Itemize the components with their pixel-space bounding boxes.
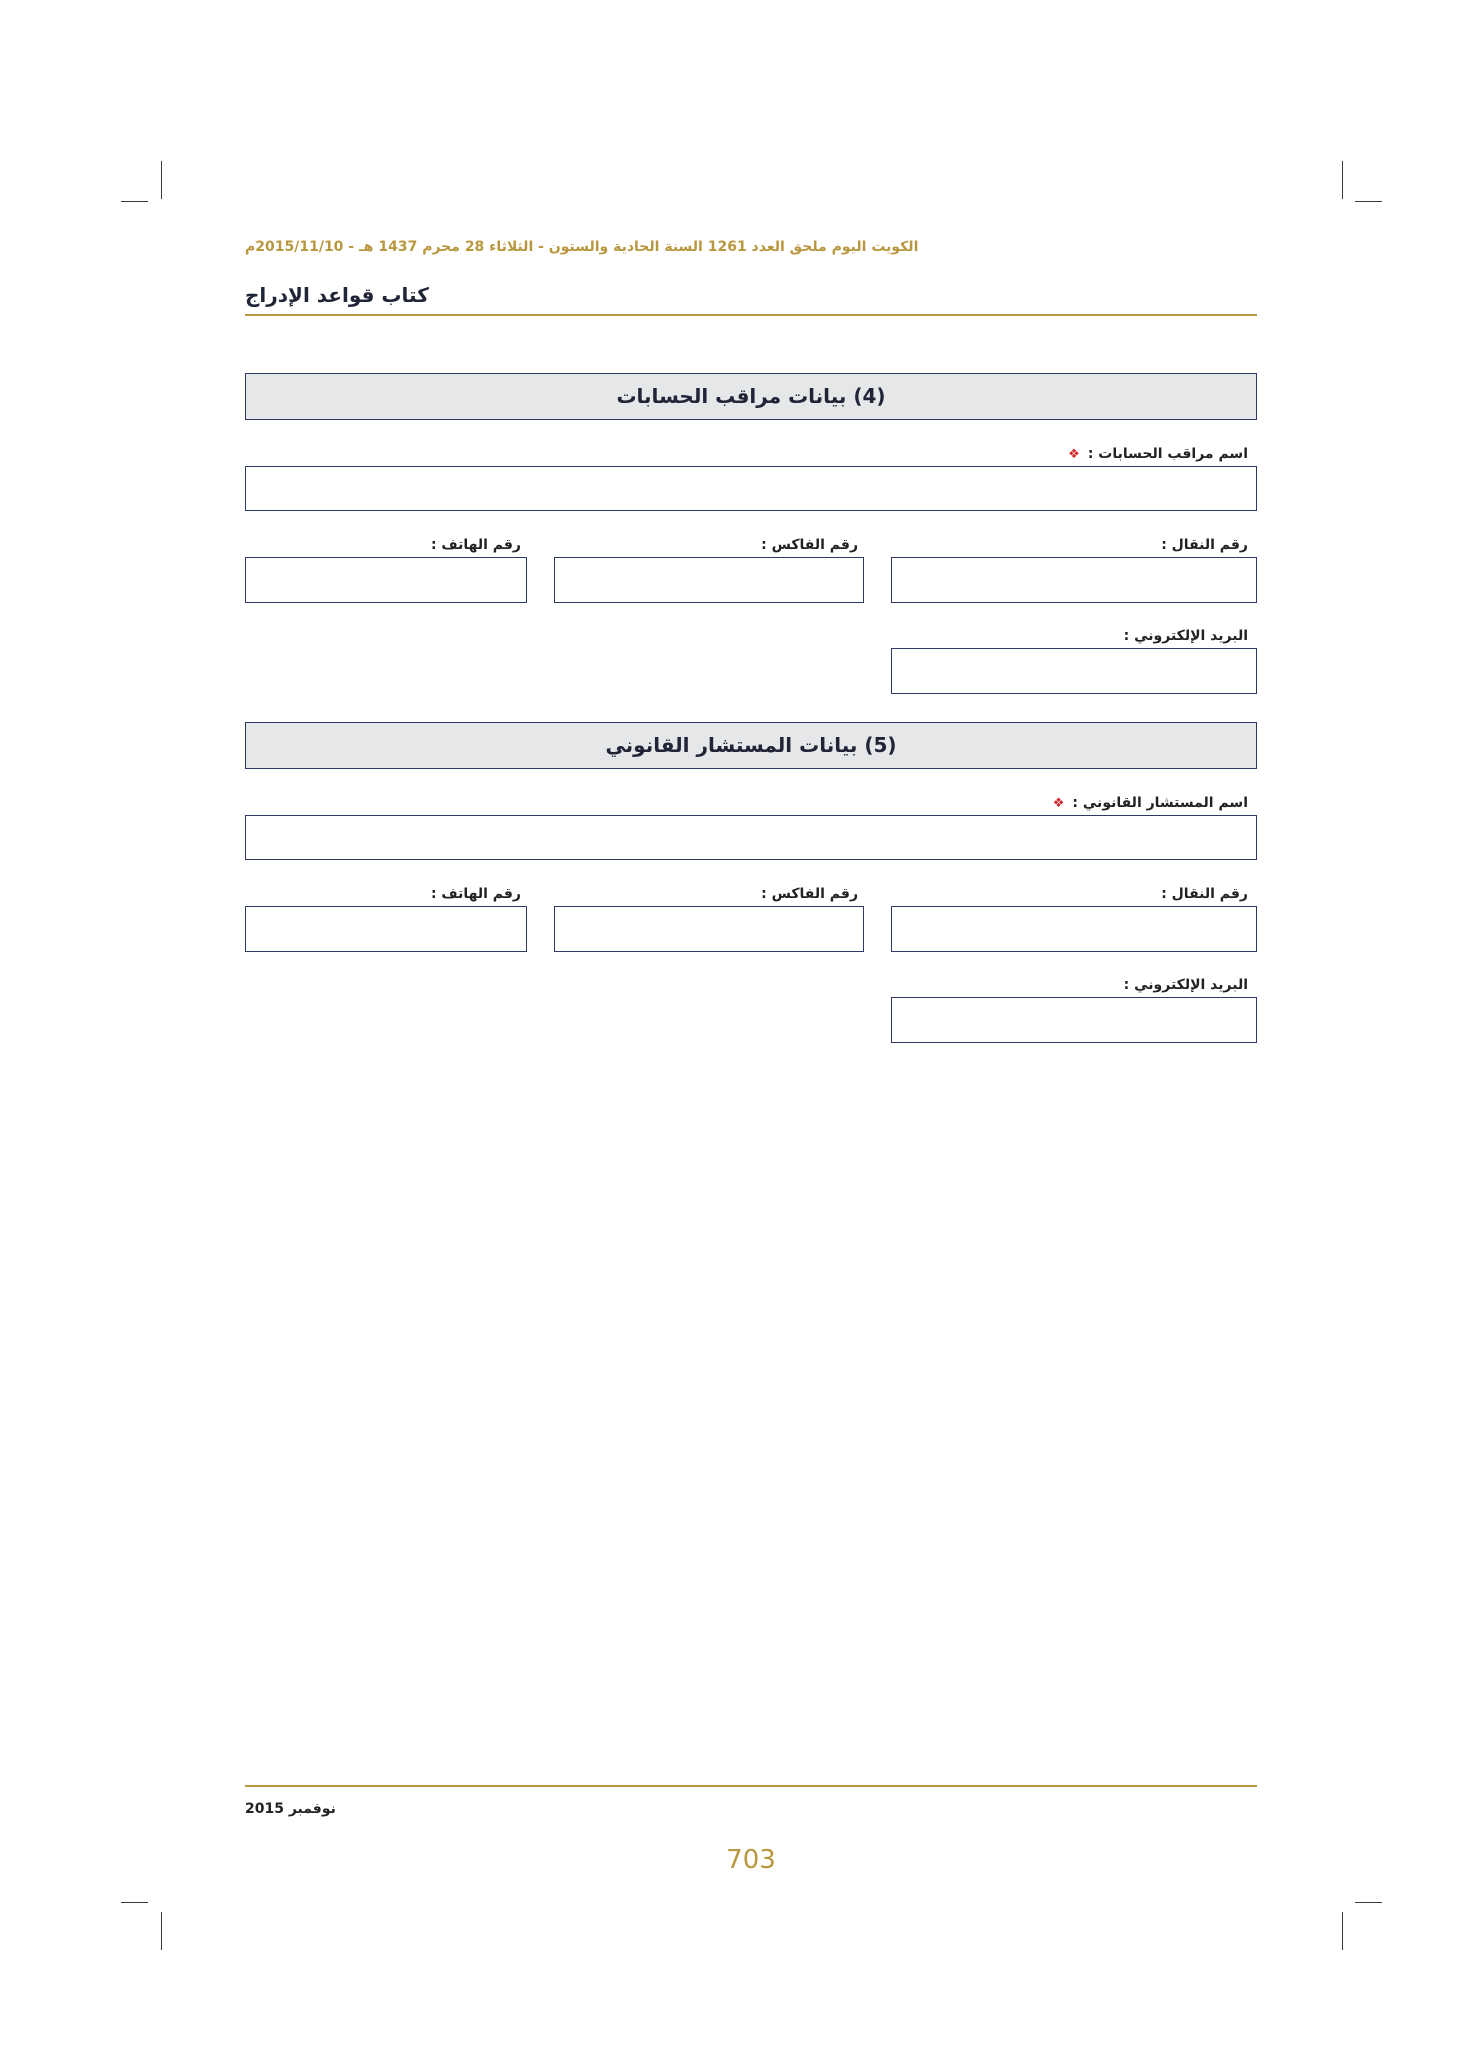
page-number: 703 [726,1845,776,1875]
footer-rule [245,1785,1257,1787]
auditor-mobile-field[interactable] [891,557,1257,603]
auditor-phone-label: رقم الهاتف : [430,537,521,553]
legal-counsel-mobile-label: رقم النقال : [1161,886,1248,902]
auditor-name-label [1068,444,1248,465]
legal-counsel-email-label: البريد الإلكتروني : [1123,977,1248,993]
crop-mark-top-right-vertical [1342,161,1343,199]
crop-mark-bottom-right-vertical [1342,1912,1343,1950]
auditor-section-heading: (4) بيانات مراقب الحسابات [245,373,1257,420]
footer-date: نوفمبر 2015 [245,1801,336,1817]
header-rule [245,314,1257,316]
legal-counsel-name-label-text: اسم المستشار القانوني : [1072,795,1248,811]
crop-mark-bottom-left-horizontal [121,1902,148,1903]
auditor-name-field[interactable] [245,466,1257,511]
crop-mark-bottom-right-horizontal [1355,1902,1382,1903]
required-marker-icon: ❖ [1052,796,1065,811]
auditor-name-label-text: اسم مراقب الحسابات : [1087,446,1248,462]
legal-counsel-section-heading: (5) بيانات المستشار القانوني [245,722,1257,769]
auditor-email-field[interactable] [891,648,1257,694]
auditor-mobile-label: رقم النقال : [1161,537,1248,553]
legal-counsel-fax-field[interactable] [554,906,864,952]
crop-mark-bottom-left-vertical [161,1912,162,1950]
auditor-email-label: البريد الإلكتروني : [1123,628,1248,644]
auditor-fax-field[interactable] [554,557,864,603]
legal-counsel-phone-field[interactable] [245,906,527,952]
auditor-phone-field[interactable] [245,557,527,603]
legal-counsel-phone-label: رقم الهاتف : [430,886,521,902]
legal-counsel-name-field[interactable] [245,815,1257,860]
legal-counsel-email-field[interactable] [891,997,1257,1043]
legal-counsel-section [245,722,1257,1044]
crop-mark-top-left-vertical [161,161,162,199]
legal-counsel-name-label [1053,793,1248,814]
auditor-fax-label: رقم الفاكس : [761,537,858,553]
running-header: الكويت اليوم ملحق العدد 1261 السنة الحادية والستون - الثلاثاء 28 محرم 1437 هـ - 2015/11/10م [245,239,919,255]
crop-mark-top-right-horizontal [1355,201,1382,202]
book-title: كتاب قواعد الإدراج [245,283,429,307]
legal-counsel-fax-label: رقم الفاكس : [761,886,858,902]
crop-mark-top-left-horizontal [121,201,148,202]
required-marker-icon: ❖ [1068,447,1080,462]
auditor-section [245,373,1257,695]
legal-counsel-mobile-field[interactable] [891,906,1257,952]
